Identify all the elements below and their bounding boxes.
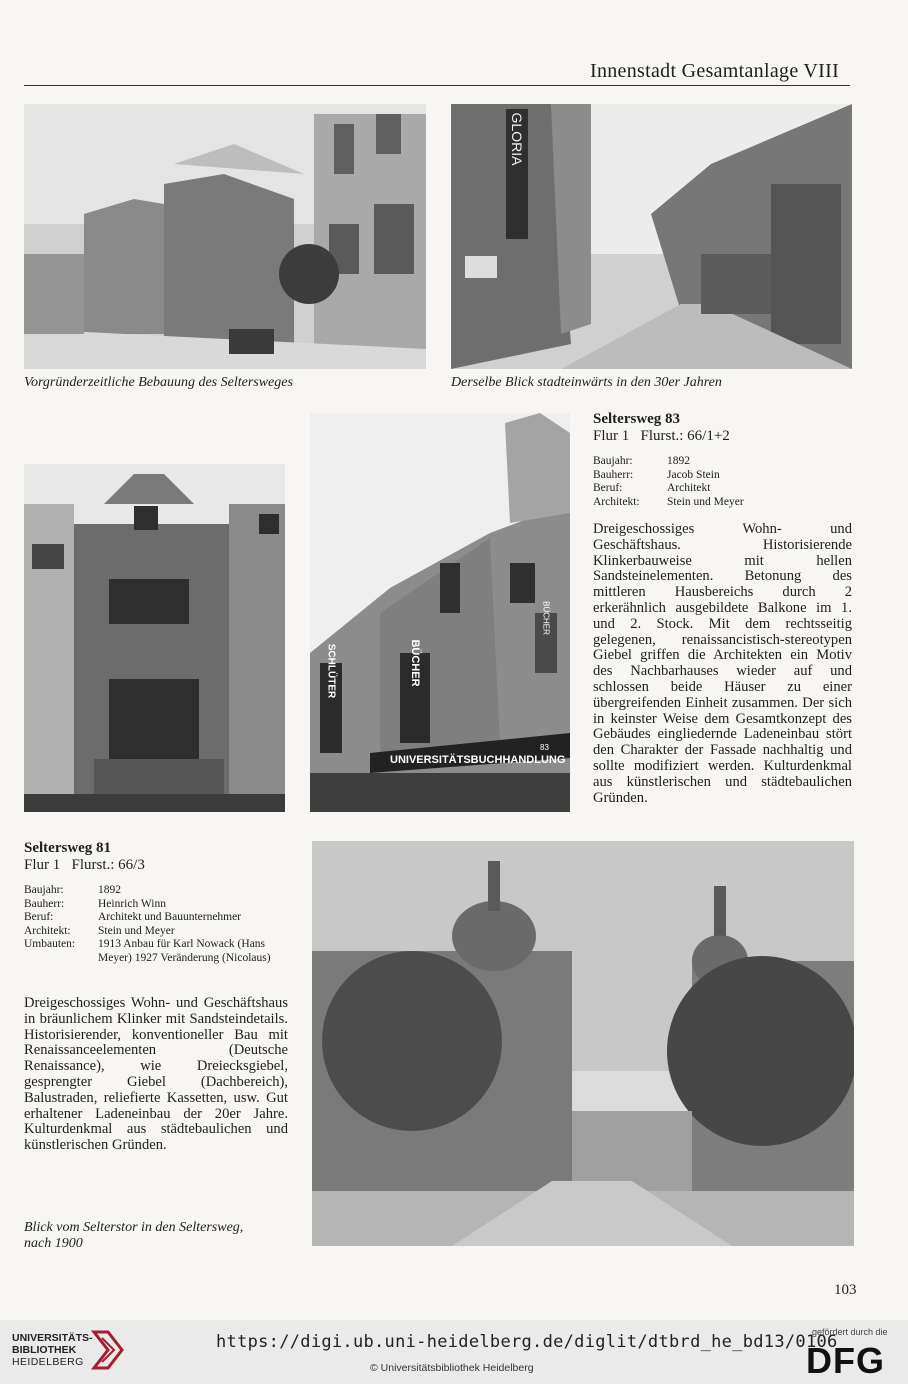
sign-gloria: GLORIA	[509, 112, 525, 166]
funding-note: gefördert durch die	[812, 1327, 888, 1337]
entry81-facts	[24, 884, 288, 965]
fact-row	[24, 884, 288, 898]
library-name-line3: HEIDELBERG	[12, 1356, 84, 1368]
sign-bucher-left: BÜCHER	[409, 639, 421, 687]
fact-row	[24, 911, 288, 925]
dfg-logo: DFG	[806, 1340, 885, 1381]
fact-label: Umbauten:	[24, 938, 76, 950]
fact-row	[593, 455, 851, 469]
entry81-flur: Flur 1 Flurst.: 66/3	[24, 857, 145, 873]
photo-seltersweg-81	[24, 464, 285, 812]
fact-value: 1892	[667, 455, 690, 467]
sign-bucher-right: BÜCHER	[541, 601, 551, 635]
entry83-title: Seltersweg 83	[593, 411, 681, 427]
fact-value: 1913 Anbau für Karl Nowack (Hans Meyer) 1927 Veränderung (Nicolaus)	[98, 938, 271, 964]
header-rule	[24, 85, 850, 86]
caption-selterstor-line1: Blick vom Selterstor in den Seltersweg,	[24, 1220, 244, 1235]
entry81-description: Dreigeschossiges Wohn- und Geschäftshaus in bräunlichem Klinker mit Sandsteindetails. Historisierender, konventioneller Bau mit Renaissanceelementen (Deutsche Renaissance), wie Dreiecksgiebel, gesprengter Giebel (Dachbereich), Balustraden, reliefierte Kassetten, usw. Gut erhaltener Ladeneinbau der 20er Jahre. Kulturdenkmal aus städtebaulichen und künstlerischen Gründen.	[24, 995, 288, 1154]
fact-label: Beruf:	[24, 911, 54, 923]
caption-selterstor-line2: nach 1900	[24, 1236, 83, 1251]
fact-value: 1892	[98, 884, 121, 896]
fact-label: Bauherr:	[24, 897, 65, 910]
permalink-url[interactable]: https://digi.ub.uni-heidelberg.de/diglit/dtbrd_he_bd13/0106	[216, 1332, 838, 1352]
page-number: 103	[834, 1282, 857, 1298]
library-name-line2: BIBLIOTHEK	[12, 1344, 77, 1356]
fact-label: Architekt:	[24, 924, 71, 937]
fact-value: Architekt und Bauunternehmer	[98, 911, 242, 923]
fact-label: Beruf:	[593, 482, 623, 494]
caption-1930s-street: Derselbe Blick stadteinwärts in den 30er Jahren	[451, 375, 722, 390]
fact-row	[593, 482, 851, 496]
fact-label: Baujahr:	[24, 884, 64, 896]
entry81-title: Seltersweg 81	[24, 840, 112, 856]
sign-schlueter: SCHLÜTER	[325, 643, 337, 699]
library-name-line1: UNIVERSITÄTS-	[12, 1332, 93, 1344]
copyright-notice: © Universitätsbibliothek Heidelberg	[370, 1362, 534, 1374]
fact-row	[24, 898, 288, 912]
entry83-description: Dreigeschossiges Wohn- und Geschäftshaus. Historisierende Klinkerbauweise mit hellen Sandsteinelementen. Betonung des mittleren Hausbereichs durch 2 erkerähnlich ausgebildete Balkone im 1. und 2. Stock. Mit dem rechtsseitig gelegenen, renaissancistisch-stereotypen Giebel griffen die Architekten ein Motiv des Nachbarhauses wieder auf und schlossen beide Häuser zu einer übergreifenden Einheit zusammen. Der sich in keinster Weise dem Gesamtkonzept des Gebäudes eingliedernde Ladeneinbau stört den Charakter der Fassade nachhaltig und sollte modifiziert werden. Kulturdenkmal aus künstlerischen und städtebaulichen Gründen.	[593, 521, 852, 806]
fact-row	[593, 496, 851, 510]
viewer-footer	[0, 1320, 908, 1384]
entry83-flur: Flur 1 Flurst.: 66/1+2	[593, 428, 730, 444]
fact-value: Architekt	[667, 482, 711, 494]
photo-selterstor-view	[312, 841, 854, 1246]
photo-seltersweg-83	[310, 413, 570, 812]
library-logo-icon	[88, 1328, 128, 1372]
fact-value: Jacob Stein	[667, 468, 720, 481]
library-name	[12, 1332, 93, 1368]
photo-1930s-street	[451, 104, 852, 369]
fact-row	[24, 925, 288, 939]
fact-value: Stein und Meyer	[667, 495, 744, 508]
fact-value: Heinrich Winn	[98, 897, 166, 910]
caption-selterstor	[24, 1220, 243, 1252]
entry83-facts	[593, 455, 851, 509]
sign-house-number: 83	[540, 743, 549, 752]
fact-label: Architekt:	[593, 495, 640, 508]
running-header: Innenstadt Gesamtanlage VIII	[590, 60, 840, 82]
fact-label: Baujahr:	[593, 455, 633, 467]
fact-row	[24, 938, 288, 965]
sign-universitaetsbuchhandlung: UNIVERSITÄTSBUCHHANDLUNG	[390, 754, 566, 766]
photo-old-street	[24, 104, 426, 369]
fact-value: Stein und Meyer	[98, 924, 175, 937]
fact-label: Bauherr:	[593, 468, 634, 481]
caption-old-street: Vorgründerzeitliche Bebauung des Seltersweges	[24, 375, 293, 390]
fact-row	[593, 469, 851, 483]
